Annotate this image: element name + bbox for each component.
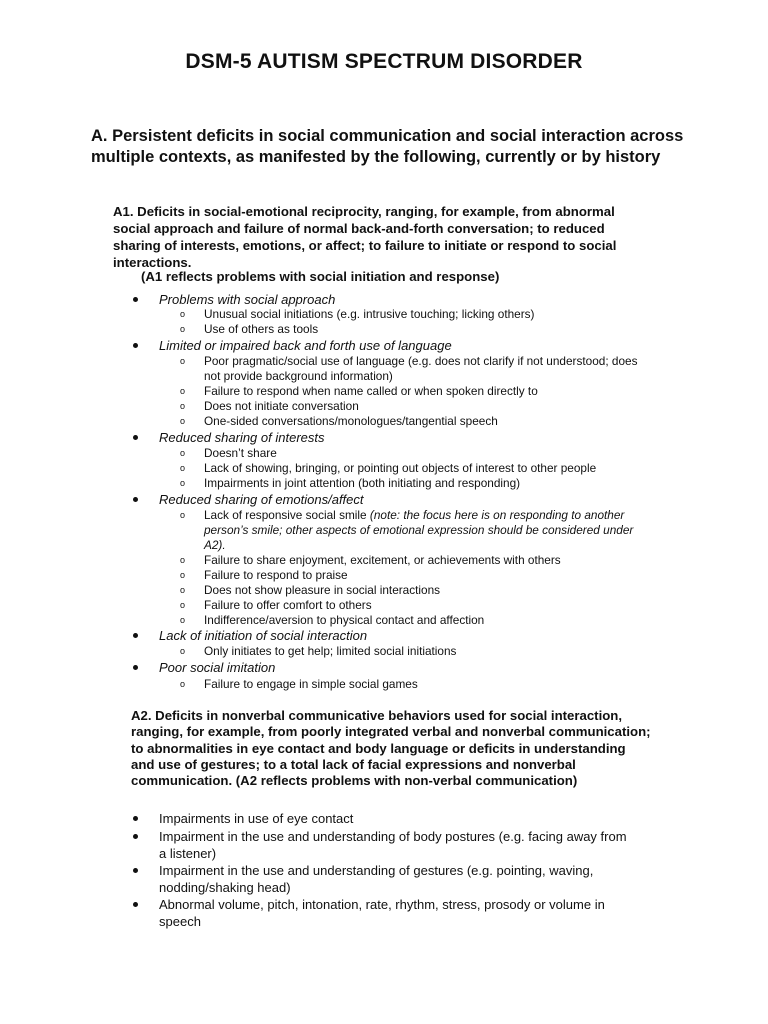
circle-bullet-icon: o xyxy=(180,324,186,334)
document-page: DSM-5 AUTISM SPECTRUM DISORDER A. Persistent deficits in social communication and social interaction across multiple contexts, as manifested by the following, currently or by history A1. Deficits in social-emotional reciprocity, ranging, for example, from abnormal social approach and failure of normal back-and-forth conversation; to reduced sharing of interests, emotions, or affect; to failure to initiate or respond to social interactions. (A1 reflects problems with social initiation and response) Problems with social approach o Unusual social initiations (e.g. intrusive touching; licking others) o Use of others as tools Limited or impaired back and forth use of language o Poor pragmatic/social use of language (e.g. does not clarify if not understood; does not provide background information) o Failure to respond when name called or when spoken directly to o Does not initiate conversation o One-sided conversations/monologues/tangential speech Reduced sharing of interests o Doesn’t share o Lack of showing, bringing, or pointing out objects of interest to other people o Impairments in joint attention (both initiating and responding) Reduced sharing of emotions/affect o Lack of responsive social smile (note: the focus here is on responding to another person’s smile; other aspects of emotional expression should be considered under A2). o Failure to share enjoyment, excitement, or achievements with others o Failure to respond to praise o Does not show pleasure in social interactions o Failure to offer comfort to others o Indifference/aversion to physical contact and affection Lack of initiation of social interaction o Only initiates to get help; limited social initiations Poor social imitation o Failure to engage in simple social games A2. Deficits in nonverbal communicative behaviors used for social interaction, ranging, for example, from poorly integrated verbal and nonverbal communication; to abnormalities in eye contact and body language or deficits in understanding and use of gestures; to a total lack of facial expressions and nonverbal communication. (A2 reflects problems with non-verbal communication) Impairments in use of eye contact Impairment in the use and understanding of body postures (e.g. facing away from a listener) Impairment in the use and understanding of gestures (e.g. pointing, waving, nodding/shaking head) Abnormal volume, pitch, intonation, rate, rhythm, stress, prosody or volume in speech xyxy=(0,0,768,1024)
bullet-icon xyxy=(133,343,138,348)
group-label: Problems with social approach xyxy=(159,292,336,307)
bullet-icon xyxy=(133,816,138,821)
bullet-icon xyxy=(133,435,138,440)
group-label: Limited or impaired back and forth use of language xyxy=(159,338,452,353)
bullet-icon xyxy=(133,665,138,670)
a1-note: (A1 reflects problems with social initiation and response) xyxy=(141,269,500,284)
circle-bullet-icon: o xyxy=(180,615,186,625)
circle-bullet-icon: o xyxy=(180,356,186,366)
circle-bullet-icon: o xyxy=(180,309,186,319)
circle-bullet-icon: o xyxy=(180,478,186,488)
circle-bullet-icon: o xyxy=(180,585,186,595)
section-a-heading: A. Persistent deficits in social communication and social interaction across multiple contexts, as manifested by the following, currently or by history xyxy=(91,127,684,166)
bullet-icon xyxy=(133,633,138,638)
circle-bullet-icon: o xyxy=(180,679,186,689)
circle-bullet-icon: o xyxy=(180,510,186,520)
bullet-icon xyxy=(133,497,138,502)
circle-bullet-icon: o xyxy=(180,570,186,580)
a2-heading: A2. Deficits in nonverbal communicative behaviors used for social interaction, ranging, for example, from poorly integrated verbal and nonverbal communication; to abnormalities in eye contact and body language or deficits in understanding and use of gestures; to a total lack of facial expressions and nonverbal communication. (A2 reflects problems with non-verbal communication) xyxy=(131,708,651,789)
circle-bullet-icon: o xyxy=(180,401,186,411)
group-label: Lack of initiation of social interaction xyxy=(159,628,368,643)
circle-bullet-icon: o xyxy=(180,463,186,473)
circle-bullet-icon: o xyxy=(180,386,186,396)
bullet-icon xyxy=(133,868,138,873)
bullet-icon xyxy=(133,902,138,907)
a1-heading: A1. Deficits in social-emotional reciprocity, ranging, for example, from abnormal social approach and failure of normal back-and-forth conversation; to reduced sharing of interests, emotions, or affect; to failure to initiate or respond to social interactions. xyxy=(113,204,617,270)
page-title: DSM-5 AUTISM SPECTRUM DISORDER xyxy=(185,50,583,73)
group-label: Reduced sharing of emotions/affect xyxy=(159,492,364,507)
circle-bullet-icon: o xyxy=(180,416,186,426)
group-label: Reduced sharing of interests xyxy=(159,430,325,445)
circle-bullet-icon: o xyxy=(180,600,186,610)
circle-bullet-icon: o xyxy=(180,646,186,656)
bullet-icon xyxy=(133,834,138,839)
bullet-icon xyxy=(133,297,138,302)
circle-bullet-icon: o xyxy=(180,555,186,565)
circle-bullet-icon: o xyxy=(180,448,186,458)
group-label: Poor social imitation xyxy=(159,660,276,675)
